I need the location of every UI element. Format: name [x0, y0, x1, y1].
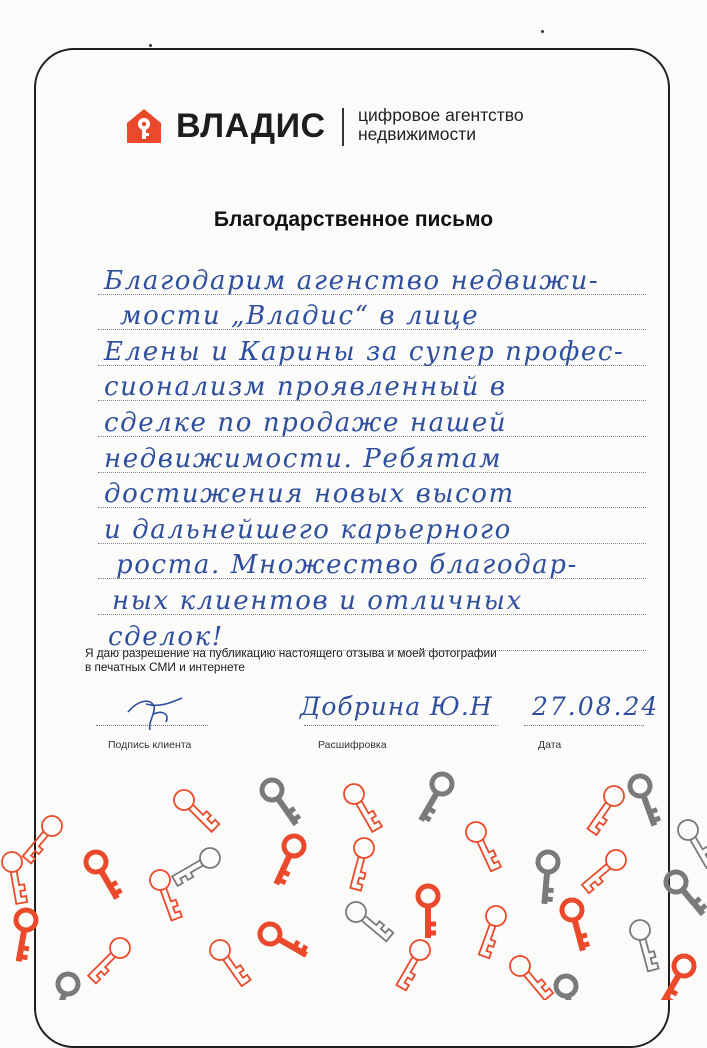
handwritten-text: сделке по продаже нашей — [104, 407, 508, 438]
letter-line — [98, 330, 646, 366]
brand-logo — [124, 104, 594, 148]
publication-consent — [85, 646, 645, 674]
handwritten-text: достижения новых высот — [104, 479, 515, 510]
logo-divider — [342, 108, 344, 146]
tagline-line: недвижимости — [358, 124, 477, 144]
decoding-value: Добрина Ю.Н — [300, 692, 493, 721]
letter-line — [98, 259, 646, 295]
punch-mark — [541, 30, 544, 33]
handwritten-text: сионализм проявленный в — [104, 372, 507, 403]
handwritten-text: и дальнейшего карьерного — [104, 514, 512, 545]
letter-line — [98, 544, 646, 580]
date-label: Дата — [538, 739, 562, 751]
letter-line — [98, 508, 646, 544]
date-value: 27.08.24 — [532, 692, 660, 721]
handwritten-text: недвижимости. Ребятам — [104, 443, 503, 474]
house-key-logo-icon — [124, 106, 164, 146]
brand-name: ВЛАДИС — [176, 107, 326, 145]
letter-line — [98, 366, 646, 402]
decoding-line — [304, 725, 498, 726]
letter-line — [98, 295, 646, 331]
handwritten-letter — [98, 259, 646, 651]
handwritten-text: мости „Владис“ в лице — [120, 301, 480, 332]
letter-line — [98, 473, 646, 509]
letter-line — [98, 437, 646, 473]
consent-text: в печатных СМИ и интернете — [85, 660, 245, 674]
letter-line — [98, 401, 646, 437]
key-icon — [0, 850, 29, 905]
brand-tagline — [358, 106, 524, 144]
letter-line — [98, 579, 646, 615]
handwritten-text: Елены и Карины за супер профес- — [104, 336, 625, 367]
page-title: Благодарственное письмо — [213, 208, 494, 231]
client-signature — [120, 692, 190, 734]
handwritten-text: ных клиентов и отличных — [112, 585, 523, 616]
punch-mark — [149, 44, 152, 47]
handwritten-text: Благодарим агенство недвижи- — [104, 265, 600, 296]
decoding-label: Расшифровка — [318, 739, 387, 751]
consent-text: Я даю разрешение на публикацию настоящего отзыва и моей фотографии — [85, 646, 497, 660]
client-signature-label: Подпись клиента — [108, 739, 192, 751]
handwritten-text: сделок! — [108, 621, 224, 652]
handwritten-text: роста. Множество благодар- — [116, 550, 578, 581]
key-icon — [674, 816, 707, 871]
tagline-line: цифровое агентство — [358, 105, 524, 125]
date-line — [524, 725, 644, 726]
